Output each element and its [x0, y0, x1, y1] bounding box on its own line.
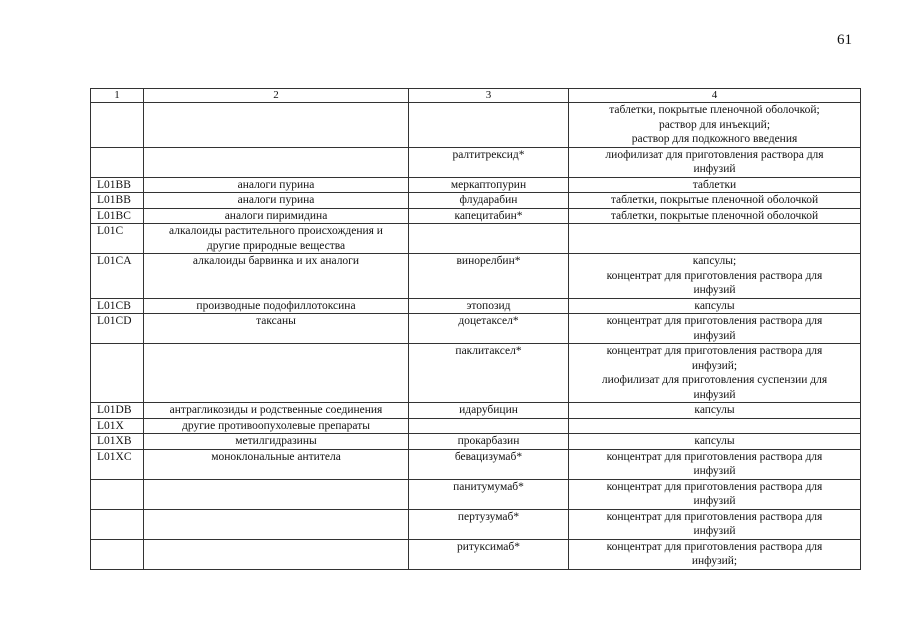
atc-code-cell: L01XB: [91, 434, 144, 450]
group-name-cell: производные подофиллотоксина: [144, 298, 409, 314]
drug-name-cell: [409, 103, 569, 148]
dosage-form-cell: [569, 224, 861, 254]
group-name-cell: [144, 539, 409, 569]
table-row: [91, 224, 861, 254]
group-name-cell: моноклональные антитела: [144, 449, 409, 479]
page-number: 61: [837, 32, 852, 48]
table-row: [91, 298, 861, 314]
table-row: [91, 147, 861, 177]
dosage-form-cell: концентрат для приготовления раствора для инфузий;: [569, 539, 861, 569]
atc-code-cell: [91, 103, 144, 148]
table-row: [91, 418, 861, 434]
table-row: [91, 103, 861, 148]
atc-code-cell: L01CD: [91, 314, 144, 344]
dosage-form-cell: концентрат для приготовления раствора для инфузий: [569, 509, 861, 539]
dosage-form-cell: капсулы: [569, 403, 861, 419]
dosage-form-cell: таблетки, покрытые пленочной оболочкой: [569, 208, 861, 224]
drug-name-cell: паклитаксел*: [409, 344, 569, 403]
atc-code-cell: L01X: [91, 418, 144, 434]
table-body: [91, 89, 861, 570]
table-row: [91, 449, 861, 479]
dosage-form-cell: лиофилизат для приготовления раствора для инфузий: [569, 147, 861, 177]
atc-code-cell: [91, 344, 144, 403]
atc-code-cell: L01C: [91, 224, 144, 254]
drug-name-cell: этопозид: [409, 298, 569, 314]
group-name-cell: аналоги пурина: [144, 177, 409, 193]
dosage-form-cell: таблетки: [569, 177, 861, 193]
drug-name-cell: [409, 418, 569, 434]
drug-name-cell: доцетаксел*: [409, 314, 569, 344]
table-header-row: [91, 89, 861, 103]
drug-name-cell: винорелбин*: [409, 254, 569, 299]
atc-code-cell: [91, 509, 144, 539]
dosage-form-cell: концентрат для приготовления раствора для инфузий: [569, 449, 861, 479]
group-name-cell: [144, 479, 409, 509]
atc-code-cell: L01XC: [91, 449, 144, 479]
group-name-cell: [144, 103, 409, 148]
table-row: [91, 208, 861, 224]
group-name-cell: [144, 344, 409, 403]
atc-code-cell: L01CB: [91, 298, 144, 314]
drug-name-cell: ралтитрексид*: [409, 147, 569, 177]
group-name-cell: [144, 147, 409, 177]
drug-classification-table: [90, 88, 861, 570]
column-header-4: 4: [569, 89, 861, 103]
group-name-cell: таксаны: [144, 314, 409, 344]
group-name-cell: [144, 509, 409, 539]
drug-name-cell: прокарбазин: [409, 434, 569, 450]
column-header-3: 3: [409, 89, 569, 103]
drug-name-cell: [409, 224, 569, 254]
table-row: [91, 403, 861, 419]
dosage-form-cell: [569, 418, 861, 434]
table-row: [91, 509, 861, 539]
group-name-cell: алкалоиды растительного происхождения и другие природные вещества: [144, 224, 409, 254]
column-header-1: 1: [91, 89, 144, 103]
atc-code-cell: [91, 147, 144, 177]
drug-name-cell: пертузумаб*: [409, 509, 569, 539]
table-row: [91, 344, 861, 403]
table-row: [91, 479, 861, 509]
dosage-form-cell: капсулы; концентрат для приготовления раствора для инфузий: [569, 254, 861, 299]
dosage-form-cell: концентрат для приготовления раствора для инфузий: [569, 479, 861, 509]
atc-code-cell: [91, 539, 144, 569]
table-row: [91, 539, 861, 569]
table-row: [91, 254, 861, 299]
drug-name-cell: ритуксимаб*: [409, 539, 569, 569]
drug-name-cell: идарубицин: [409, 403, 569, 419]
table-row: [91, 177, 861, 193]
table-row: [91, 193, 861, 209]
atc-code-cell: L01CA: [91, 254, 144, 299]
group-name-cell: другие противоопухолевые препараты: [144, 418, 409, 434]
drug-name-cell: бевацизумаб*: [409, 449, 569, 479]
drug-name-cell: меркаптопурин: [409, 177, 569, 193]
group-name-cell: аналоги пурина: [144, 193, 409, 209]
group-name-cell: алкалоиды барвинка и их аналоги: [144, 254, 409, 299]
atc-code-cell: [91, 479, 144, 509]
table-row: [91, 314, 861, 344]
dosage-form-cell: таблетки, покрытые пленочной оболочкой: [569, 193, 861, 209]
atc-code-cell: L01BB: [91, 177, 144, 193]
atc-code-cell: L01BC: [91, 208, 144, 224]
drug-name-cell: панитумумаб*: [409, 479, 569, 509]
dosage-form-cell: концентрат для приготовления раствора для инфузий: [569, 314, 861, 344]
group-name-cell: метилгидразины: [144, 434, 409, 450]
drug-name-cell: флударабин: [409, 193, 569, 209]
dosage-form-cell: капсулы: [569, 298, 861, 314]
atc-code-cell: L01BB: [91, 193, 144, 209]
dosage-form-cell: капсулы: [569, 434, 861, 450]
table-row: [91, 434, 861, 450]
group-name-cell: аналоги пиримидина: [144, 208, 409, 224]
atc-code-cell: L01DB: [91, 403, 144, 419]
dosage-form-cell: таблетки, покрытые пленочной оболочкой; раствор для инъекций; раствор для подкожного введения: [569, 103, 861, 148]
dosage-form-cell: концентрат для приготовления раствора для инфузий; лиофилизат для приготовления суспензии для инфузий: [569, 344, 861, 403]
column-header-2: 2: [144, 89, 409, 103]
drug-name-cell: капецитабин*: [409, 208, 569, 224]
group-name-cell: антрагликозиды и родственные соединения: [144, 403, 409, 419]
